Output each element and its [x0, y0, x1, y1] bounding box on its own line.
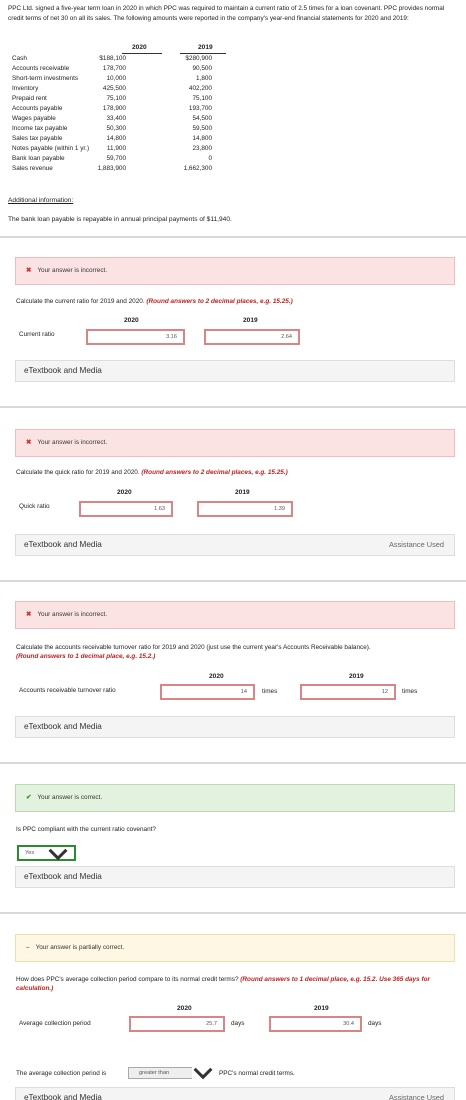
- etextbook-media-link[interactable]: [15, 866, 455, 888]
- value-2020: 178,900: [102, 105, 126, 112]
- row-label: Inventory: [12, 85, 39, 92]
- etextbook-label: eTextbook and Media: [24, 540, 102, 549]
- col-header-2019: 2019: [314, 1005, 329, 1012]
- unit-label: times: [402, 688, 418, 695]
- question-text: Calculate the current ratio for 2019 and 2020.: [16, 298, 145, 305]
- assistance-used-label: Assistance Used: [388, 1093, 444, 1100]
- question-q5: [16, 975, 456, 993]
- etextbook-label: eTextbook and Media: [24, 366, 102, 375]
- ar-turnover-2019-input[interactable]: 12: [300, 684, 396, 700]
- value-2020: 14,800: [106, 135, 126, 142]
- divider: [0, 580, 466, 582]
- value-2019: 14,800: [192, 135, 212, 142]
- row-label: Average collection period: [19, 1020, 91, 1027]
- row-label: Current ratio: [19, 331, 55, 338]
- col-header-2020: 2020: [177, 1005, 192, 1012]
- divider: [0, 912, 466, 914]
- table-row: [12, 124, 222, 134]
- table-row: [12, 134, 222, 144]
- x-icon: ✖: [26, 267, 32, 274]
- selected-value: greater than: [139, 1070, 170, 1076]
- divider: [0, 406, 466, 408]
- value-2020: 11,900: [106, 145, 126, 152]
- question-text: Calculate the quick ratio for 2019 and 2020.: [16, 469, 140, 476]
- value-2020: 10,000: [106, 75, 126, 82]
- col-header-2020: 2020: [132, 44, 147, 51]
- question-text: Calculate the accounts receivable turnover ratio for 2019 and 2020 (just use the current year's Accounts Receivable balance).: [16, 644, 371, 651]
- chevron-down-icon: [192, 1066, 214, 1080]
- checkmark-icon: ✔: [26, 794, 32, 801]
- value-2019: $280,900: [185, 55, 212, 62]
- table-row: [12, 84, 222, 94]
- value-2020: 178,700: [102, 65, 126, 72]
- row-label: Income tax payable: [12, 125, 68, 132]
- col-header-2019: 2019: [243, 317, 258, 324]
- row-label: Prepaid rent: [12, 95, 47, 102]
- table-row: [12, 154, 222, 164]
- status-text: Your answer is correct.: [37, 794, 103, 801]
- etextbook-media-link[interactable]: [15, 716, 455, 738]
- assistance-used-label: Assistance Used: [388, 540, 444, 549]
- table-row: [12, 64, 222, 74]
- value-2020: 50,300: [106, 125, 126, 132]
- ar-turnover-2020-input[interactable]: 14: [160, 684, 255, 700]
- question-q1: [16, 297, 456, 306]
- value-2019: 23,800: [192, 145, 212, 152]
- col-header-2020: 2020: [209, 673, 224, 680]
- value-2020: 33,400: [106, 115, 126, 122]
- status-text: Your answer is incorrect.: [37, 439, 108, 446]
- minus-icon: –: [26, 944, 30, 951]
- row-label: Short-term investments: [12, 75, 79, 82]
- table-row: [12, 94, 222, 104]
- chevron-down-icon: [46, 847, 70, 861]
- avg-collection-2020-input[interactable]: 25.7: [129, 1016, 225, 1032]
- value-2020: 425,500: [102, 85, 126, 92]
- status-text: Your answer is incorrect.: [37, 267, 108, 274]
- unit-label: days: [368, 1020, 382, 1027]
- status-banner-q2: [15, 429, 455, 457]
- value-2019: 0: [208, 155, 212, 162]
- row-label: Wages payable: [12, 115, 56, 122]
- value-2020: 1,883,900: [97, 165, 126, 172]
- value-2019: 402,200: [188, 85, 212, 92]
- status-banner-q1: [15, 257, 455, 285]
- rounding-instruction: (Round answers to 2 decimal places, e.g. 15.25.): [146, 298, 293, 305]
- value-2020: $188,100: [99, 55, 126, 62]
- divider: [0, 236, 466, 238]
- col-header-2019: 2019: [349, 673, 364, 680]
- table-row: [12, 144, 222, 154]
- quick-ratio-2019-input[interactable]: 1.39: [197, 501, 293, 517]
- sentence-end: PPC's normal credit terms.: [219, 1070, 295, 1077]
- current-ratio-2020-input[interactable]: 3.16: [86, 329, 185, 345]
- sentence-start: The average collection period is: [16, 1070, 107, 1077]
- status-text: Your answer is partially correct.: [35, 944, 125, 951]
- table-row: [12, 54, 222, 64]
- avg-collection-2019-input[interactable]: 30.4: [269, 1016, 362, 1032]
- status-banner-q5: [15, 934, 455, 962]
- row-label: Bank loan payable: [12, 155, 65, 162]
- question-q2: [16, 468, 456, 477]
- x-icon: ✖: [26, 611, 32, 618]
- value-2019: 75,100: [192, 95, 212, 102]
- divider: [0, 762, 466, 764]
- x-icon: ✖: [26, 439, 32, 446]
- row-label: Accounts receivable: [12, 65, 70, 72]
- problem-intro: PPC Ltd. signed a five-year term loan in 2020 in which PPC was required to maintain a current ratio of 2.5 times for a loan covenant. PPC provides normal credit terms of net 30 on all its sales. The following amounts were reported in the company's year-end financial statements for 2020 and 2019:: [8, 5, 445, 22]
- unit-label: times: [262, 688, 278, 695]
- value-2019: 1,662,300: [183, 165, 212, 172]
- value-2019: 90,500: [192, 65, 212, 72]
- row-label: Accounts receivable turnover ratio: [19, 687, 116, 694]
- value-2020: 75,100: [106, 95, 126, 102]
- value-2019: 193,700: [188, 105, 212, 112]
- additional-info-label: Additional information:: [8, 197, 74, 204]
- etextbook-media-link[interactable]: [15, 534, 455, 556]
- selected-value: Yes: [25, 850, 35, 856]
- etextbook-label: eTextbook and Media: [24, 872, 102, 881]
- row-label: Notes payable (within 1 yr.): [12, 145, 90, 152]
- col-header-2020: 2020: [117, 489, 132, 496]
- current-ratio-2019-input[interactable]: 2.64: [204, 329, 300, 345]
- value-2020: 59,700: [106, 155, 126, 162]
- bank-loan-info: The bank loan payable is repayable in annual principal payments of $11,940.: [8, 216, 232, 223]
- etextbook-label: eTextbook and Media: [24, 1093, 102, 1100]
- quick-ratio-2020-input[interactable]: 1.63: [79, 501, 173, 517]
- question-q4: Is PPC compliant with the current ratio covenant?: [16, 826, 156, 833]
- etextbook-label: eTextbook and Media: [24, 722, 102, 731]
- table-row: [12, 104, 222, 114]
- comparison-select[interactable]: [128, 1067, 213, 1079]
- covenant-compliance-select[interactable]: [17, 845, 76, 861]
- row-label: Sales revenue: [12, 165, 53, 172]
- col-header-2020: 2020: [124, 317, 139, 324]
- etextbook-media-link[interactable]: [15, 1087, 455, 1100]
- question-text: How does PPC's average collection period compare to its normal credit terms?: [16, 976, 239, 983]
- table-row: [12, 114, 222, 124]
- value-2019: 54,500: [192, 115, 212, 122]
- row-label: Accounts payable: [12, 105, 63, 112]
- rounding-instruction: (Round answers to 1 decimal place, e.g. 15.2.): [16, 653, 156, 660]
- question-q3: [16, 643, 456, 661]
- value-2019: 59,500: [192, 125, 212, 132]
- row-label: Sales tax payable: [12, 135, 63, 142]
- row-label: Quick ratio: [19, 503, 50, 510]
- table-row: [12, 74, 222, 84]
- rounding-instruction: (Round answers to 1 decimal place, e.g. 15.2. Use 365 days for calculation.): [16, 976, 430, 992]
- status-banner-q4: [15, 784, 455, 812]
- col-header-2019: 2019: [235, 489, 250, 496]
- unit-label: days: [231, 1020, 245, 1027]
- status-banner-q3: [15, 601, 455, 629]
- value-2019: 1,800: [196, 75, 212, 82]
- etextbook-media-link[interactable]: [15, 360, 455, 382]
- col-header-2019: 2019: [198, 44, 213, 51]
- status-text: Your answer is incorrect.: [37, 611, 108, 618]
- row-label: Cash: [12, 55, 27, 62]
- rounding-instruction: (Round answers to 2 decimal places, e.g. 15.25.): [141, 469, 288, 476]
- table-row: [12, 164, 222, 174]
